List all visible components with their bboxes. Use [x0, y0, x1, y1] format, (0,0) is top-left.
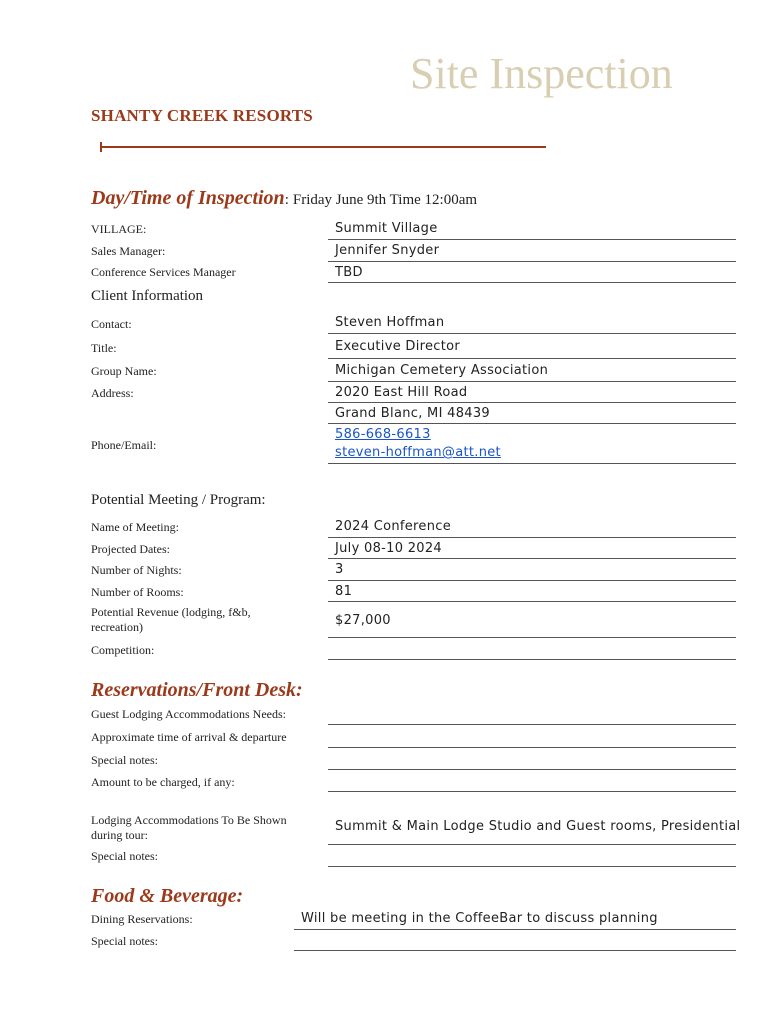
projected-dates-label: Projected Dates: — [91, 542, 170, 556]
special-notes-label: Special notes: — [91, 753, 158, 767]
revenue-line — [328, 637, 736, 638]
inspection-heading: Day/Time of Inspection — [91, 187, 285, 209]
revenue-value: $27,000 — [335, 613, 391, 628]
contact-label: Contact: — [91, 317, 132, 331]
charge-line — [328, 791, 736, 792]
accommodations-shown-label: Lodging Accommodations To Be Shown during tour: — [91, 813, 287, 842]
conference-manager-value: TBD — [335, 265, 363, 280]
special-notes-2-label: Special notes: — [91, 849, 158, 863]
phone-email-line — [328, 463, 736, 464]
projected-dates-line — [328, 558, 736, 559]
sales-manager-label: Sales Manager: — [91, 244, 166, 258]
address-line-1-rule — [328, 402, 736, 403]
accommodations-shown-line — [328, 844, 736, 845]
contact-value: Steven Hoffman — [335, 315, 445, 330]
sales-manager-line — [328, 261, 736, 262]
nights-label: Number of Nights: — [91, 563, 182, 577]
contact-line — [328, 333, 736, 334]
lodging-needs-label: Guest Lodging Accommodations Needs: — [91, 707, 286, 721]
email-link[interactable]: steven-hoffman@att.net — [335, 445, 501, 460]
nights-value: 3 — [335, 562, 344, 577]
meeting-name-value: 2024 Conference — [335, 519, 452, 534]
title-value: Executive Director — [335, 339, 461, 354]
village-label: VILLAGE: — [91, 222, 147, 236]
company-name: SHANTY CREEK RESORTS — [91, 106, 313, 125]
competition-label: Competition: — [91, 643, 155, 657]
food-special-notes-label: Special notes: — [91, 934, 158, 948]
rooms-line — [328, 601, 736, 602]
arrival-departure-line — [328, 747, 736, 748]
title-label: Title: — [91, 341, 117, 355]
phone-link[interactable]: 586-668-6613 — [335, 427, 431, 442]
inspection-row — [91, 187, 477, 210]
address-line-1: 2020 East Hill Road — [335, 385, 468, 400]
village-line — [328, 239, 736, 240]
group-name-value: Michigan Cemetery Association — [335, 363, 549, 378]
rooms-label: Number of Rooms: — [91, 585, 184, 599]
food-beverage-heading: Food & Beverage: — [91, 885, 244, 907]
rooms-value: 81 — [335, 584, 353, 599]
sales-manager-value: Jennifer Snyder — [335, 243, 440, 258]
dining-reservations-label: Dining Reservations: — [91, 912, 193, 926]
title-line — [328, 358, 736, 359]
arrival-departure-label: Approximate time of arrival & departure — [91, 730, 287, 744]
group-name-line — [328, 381, 736, 382]
projected-dates-value: July 08-10 2024 — [335, 541, 443, 556]
meeting-name-line — [328, 537, 736, 538]
special-notes-line — [328, 769, 736, 770]
conference-manager-line — [328, 282, 736, 283]
phone-email-label: Phone/Email: — [91, 438, 157, 452]
meeting-name-label: Name of Meeting: — [91, 520, 179, 534]
food-special-notes-line — [294, 950, 736, 951]
accommodations-shown-value: Summit & Main Lodge Studio and Guest rooms, Presidential — [335, 819, 741, 834]
dining-reservations-value: Will be meeting in the CoffeeBar to discuss planning — [301, 911, 658, 926]
client-info-heading: Client Information — [91, 288, 204, 304]
inspection-separator: : — [284, 192, 289, 208]
document-title: Site Inspection — [410, 49, 673, 98]
program-heading: Potential Meeting / Program: — [91, 492, 266, 508]
revenue-label: Potential Revenue (lodging, f&b, recreation) — [91, 605, 251, 634]
address-line-2: Grand Blanc, MI 48439 — [335, 406, 490, 421]
village-value: Summit Village — [335, 221, 438, 236]
header-rule — [100, 146, 546, 148]
lodging-needs-line — [328, 724, 736, 725]
group-name-label: Group Name: — [91, 364, 157, 378]
nights-line — [328, 580, 736, 581]
dining-reservations-line — [294, 929, 736, 930]
inspection-datetime: Friday June 9th Time 12:00am — [292, 192, 478, 208]
competition-line — [328, 659, 736, 660]
special-notes-2-line — [328, 866, 736, 867]
reservations-heading: Reservations/Front Desk: — [91, 679, 303, 701]
charge-label: Amount to be charged, if any: — [91, 775, 235, 789]
address-line-2-rule — [328, 423, 736, 424]
address-label: Address: — [91, 386, 134, 400]
conference-manager-label: Conference Services Manager — [91, 265, 236, 279]
